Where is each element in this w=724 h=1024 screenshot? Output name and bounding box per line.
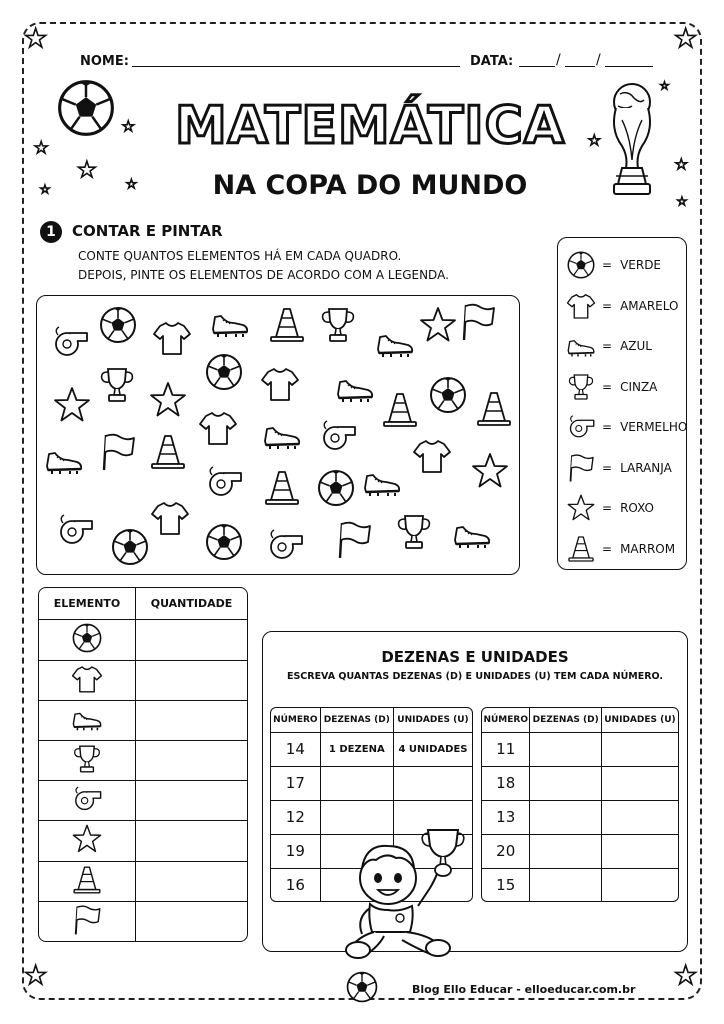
cleat-icon	[210, 303, 250, 343]
table-header-row	[271, 708, 472, 733]
col-tens-header: DEZENAS (D)	[530, 708, 601, 733]
exercise-number-badge: 1	[40, 221, 62, 243]
legend-color-label: CINZA	[620, 379, 658, 394]
flag-icon	[98, 432, 138, 472]
date-label: DATA:	[470, 54, 514, 69]
cleat-icon	[362, 462, 402, 502]
table-row	[39, 821, 247, 861]
cleat-icon	[335, 368, 375, 408]
tens-answer-cell[interactable]	[320, 766, 393, 800]
number-cell: 18	[482, 766, 530, 800]
element-cell	[39, 660, 136, 700]
legend-item	[566, 290, 696, 322]
cone-icon	[474, 389, 514, 429]
legend-equals: =	[602, 379, 613, 394]
deco-star-icon: ★	[34, 138, 49, 157]
boy-with-trophy-illustration	[340, 822, 470, 962]
trophy-icon	[566, 372, 596, 402]
quantity-answer-cell[interactable]	[136, 740, 248, 780]
date-separator: /	[596, 52, 601, 68]
units-answer-cell[interactable]: 4 UNIDADES	[393, 733, 472, 767]
legend-color-label: VERDE	[620, 258, 662, 272]
legend-item	[566, 249, 696, 281]
element-cell	[39, 620, 136, 660]
legend-equals: =	[602, 460, 613, 475]
table-row	[482, 834, 678, 868]
tens-answer-cell[interactable]	[530, 800, 601, 834]
table-row	[271, 766, 472, 800]
number-cell: 14	[271, 733, 320, 767]
legend-item	[566, 452, 696, 484]
units-answer-cell[interactable]	[601, 733, 678, 767]
number-cell: 12	[271, 800, 320, 834]
quantity-answer-cell[interactable]	[136, 861, 248, 901]
quantity-answer-cell[interactable]	[136, 901, 248, 941]
tens-answer-cell[interactable]	[530, 868, 601, 901]
col-quantity-header: QUANTIDADE	[136, 588, 248, 620]
deco-star-icon: ★	[588, 133, 601, 149]
star-icon	[418, 305, 458, 345]
number-cell: 13	[482, 800, 530, 834]
whistle-icon	[55, 510, 95, 550]
legend-color-label: ROXO	[620, 501, 654, 515]
cone-icon	[566, 534, 596, 564]
cleat-icon	[375, 323, 415, 363]
units-answer-cell[interactable]	[601, 834, 678, 868]
star-icon	[148, 380, 188, 420]
shirt-icon	[198, 408, 238, 448]
legend-color-label: VERMELHO	[620, 420, 688, 434]
date-day-field[interactable]	[519, 66, 555, 67]
shirt-icon	[566, 291, 596, 321]
element-cell	[39, 700, 136, 740]
tens-answer-cell[interactable]: 1 DEZENA	[320, 733, 393, 767]
deco-star-icon: ★	[126, 177, 137, 191]
whistle-icon	[50, 322, 90, 362]
table-row	[39, 700, 247, 740]
trophy-icon	[71, 743, 103, 775]
whistle-icon	[265, 525, 305, 565]
count-table	[38, 587, 248, 942]
cleat-icon	[262, 415, 302, 455]
table-row	[39, 740, 247, 780]
legend-equals: =	[602, 339, 613, 353]
cone-icon	[380, 390, 420, 430]
trophy-icon	[318, 305, 358, 345]
flag-icon	[71, 904, 103, 936]
corner-star-icon: ★	[24, 961, 48, 991]
units-answer-cell[interactable]	[601, 766, 678, 800]
instruction-line: DEPOIS, PINTE OS ELEMENTOS DE ACORDO COM A LEGENDA.	[78, 268, 449, 282]
legend-equals: =	[602, 541, 613, 556]
legend-equals: =	[602, 420, 613, 434]
table-row	[482, 800, 678, 834]
star-icon	[470, 451, 510, 491]
whistle-icon	[318, 416, 358, 456]
soccer-ball-icon	[428, 375, 468, 415]
cleat-icon	[452, 514, 492, 554]
table-row	[39, 620, 247, 660]
units-answer-cell[interactable]	[601, 868, 678, 901]
exercise-heading: CONTAR E PINTAR	[72, 222, 223, 240]
star-icon	[71, 823, 103, 855]
shirt-icon	[71, 663, 103, 695]
cone-icon	[148, 432, 188, 472]
number-cell: 15	[482, 868, 530, 901]
number-cell: 11	[482, 733, 530, 767]
legend-color-label: AZUL	[620, 339, 652, 353]
tens-units-table-right	[481, 707, 679, 902]
col-element-header: ELEMENTO	[39, 588, 136, 620]
flag-icon	[458, 302, 498, 342]
table-row	[39, 660, 247, 700]
legend-color-label: MARROM	[620, 541, 676, 556]
legend-equals: =	[602, 501, 613, 515]
cone-icon	[71, 864, 103, 896]
number-cell: 19	[271, 834, 320, 868]
legend-item	[566, 492, 696, 524]
page-subtitle: NA COPA DO MUNDO	[212, 170, 528, 201]
element-cell	[39, 781, 136, 821]
element-cell	[39, 901, 136, 941]
soccer-ball-icon	[204, 522, 244, 562]
cone-icon	[262, 468, 302, 508]
soccer-ball-icon	[316, 468, 356, 508]
table-row	[39, 781, 247, 821]
whistle-icon	[566, 412, 596, 442]
units-answer-cell[interactable]	[393, 766, 472, 800]
tens-answer-cell[interactable]	[530, 834, 601, 868]
cone-icon	[267, 305, 307, 345]
legend-item	[566, 330, 696, 362]
number-cell: 20	[482, 834, 530, 868]
table-row	[482, 733, 678, 767]
corner-star-icon: ★	[24, 24, 48, 54]
cleat-icon	[566, 331, 596, 361]
trophy-icon	[97, 365, 137, 405]
corner-star-icon: ★	[674, 24, 698, 54]
table-row	[271, 733, 472, 767]
legend-equals: =	[602, 298, 613, 313]
soccer-ball-icon	[345, 970, 379, 1004]
soccer-ball-icon	[98, 305, 138, 345]
soccer-ball-icon	[55, 77, 117, 139]
page-title: MATEMÁTICA	[174, 96, 566, 156]
table-row	[39, 901, 247, 941]
tens-units-title: DEZENAS E UNIDADES	[381, 648, 569, 666]
shirt-icon	[412, 436, 452, 476]
name-field[interactable]	[132, 66, 460, 67]
legend-color-label: LARANJA	[620, 460, 672, 475]
footer-credit: Blog Ello Educar - elloeducar.com.br	[412, 983, 636, 996]
col-units-header: UNIDADES (U)	[393, 708, 472, 733]
quantity-answer-cell[interactable]	[136, 660, 248, 700]
quantity-answer-cell[interactable]	[136, 781, 248, 821]
deco-star-icon: ★	[675, 157, 688, 173]
deco-star-icon: ★	[677, 195, 687, 208]
legend-item	[566, 533, 696, 565]
table-row	[482, 766, 678, 800]
date-month-field[interactable]	[565, 66, 595, 67]
trophy-icon	[394, 512, 434, 552]
element-cell	[39, 740, 136, 780]
world-cup-trophy-icon	[600, 80, 664, 212]
cleat-icon	[71, 703, 103, 735]
soccer-ball-icon	[204, 352, 244, 392]
col-number-header: NÚMERO	[482, 708, 530, 733]
soccer-ball-icon	[110, 527, 150, 567]
deco-star-icon: ★	[660, 81, 669, 92]
tens-answer-cell[interactable]	[530, 733, 601, 767]
soccer-ball-icon	[71, 622, 103, 654]
table-header-row	[482, 708, 678, 733]
deco-star-icon: ★	[40, 183, 50, 196]
tens-units-instruction: ESCREVA QUANTAS DEZENAS (D) E UNIDADES (U) TEM CADA NÚMERO.	[286, 671, 664, 682]
element-cell	[39, 861, 136, 901]
star-icon	[566, 493, 596, 523]
shirt-icon	[260, 364, 300, 404]
corner-star-icon: ★	[674, 961, 698, 991]
date-separator: /	[556, 52, 561, 68]
quantity-answer-cell[interactable]	[136, 620, 248, 660]
flag-icon	[566, 453, 596, 483]
legend-color-label: AMARELO	[620, 298, 679, 313]
table-row	[39, 861, 247, 901]
table-row	[482, 868, 678, 901]
whistle-icon	[204, 462, 244, 502]
col-number-header: NÚMERO	[271, 708, 320, 733]
number-cell: 17	[271, 766, 320, 800]
shirt-icon	[152, 318, 192, 358]
element-cell	[39, 821, 136, 861]
cleat-icon	[44, 440, 84, 480]
legend-equals: =	[602, 258, 613, 272]
quantity-answer-cell[interactable]	[136, 700, 248, 740]
legend-item	[566, 371, 696, 403]
deco-star-icon: ★	[77, 158, 97, 183]
instruction-line: CONTE QUANTOS ELEMENTOS HÁ EM CADA QUADRO.	[78, 249, 402, 263]
date-year-field[interactable]	[605, 66, 653, 67]
tens-answer-cell[interactable]	[530, 766, 601, 800]
legend-item	[566, 411, 696, 443]
col-units-header: UNIDADES (U)	[601, 708, 678, 733]
star-icon	[52, 385, 92, 425]
whistle-icon	[71, 783, 103, 815]
name-label: NOME:	[80, 54, 129, 69]
number-cell: 16	[271, 868, 320, 901]
quantity-answer-cell[interactable]	[136, 821, 248, 861]
col-tens-header: DEZENAS (D)	[320, 708, 393, 733]
flag-icon	[334, 520, 374, 560]
deco-star-icon: ★	[122, 119, 135, 135]
soccer-ball-icon	[566, 250, 596, 280]
shirt-icon	[150, 498, 190, 538]
units-answer-cell[interactable]	[601, 800, 678, 834]
